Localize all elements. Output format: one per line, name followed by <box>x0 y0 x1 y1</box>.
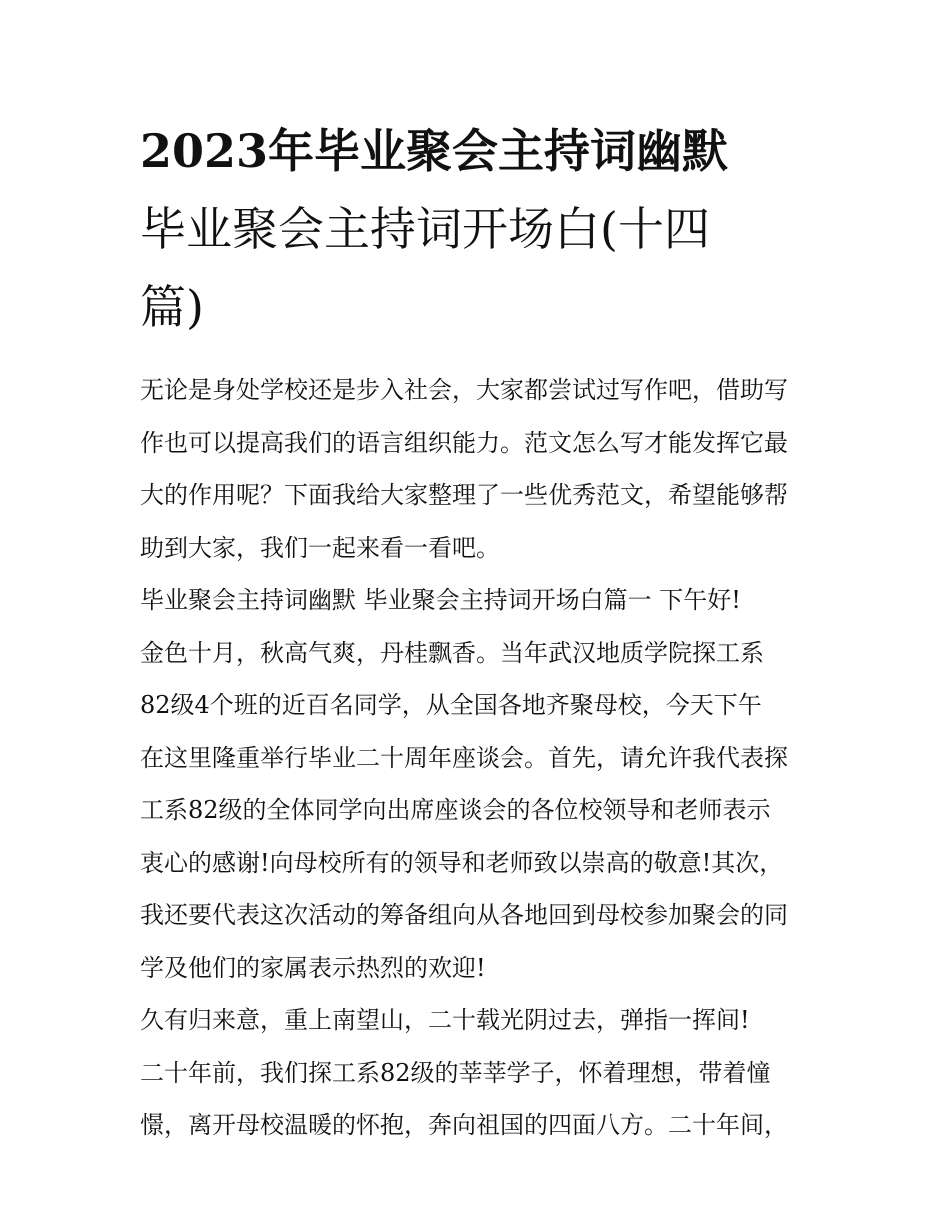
body-text-line: 憬，离开母校温暖的怀抱，奔向祖国的四面八方。二十年间， <box>140 1111 788 1139</box>
body-text-line: 大的作用呢？下面我给大家整理了一些优秀范文，希望能够帮 <box>140 481 788 509</box>
body-text-line: 作也可以提高我们的语言组织能力。范文怎么写才能发挥它最 <box>140 428 788 457</box>
title-line: 篇) <box>140 280 204 334</box>
body-text-line: 我还要代表这次活动的筹备组向从各地回到母校参加聚会的同 <box>140 901 788 929</box>
title-line: 2023年毕业聚会主持词幽默 <box>140 124 729 178</box>
body-text-line: 无论是身处学校还是步入社会，大家都尝试过写作吧，借助写 <box>140 376 788 404</box>
document-page <box>140 112 820 1152</box>
body-text-line: 衷心的感谢!向母校所有的领导和老师致以崇高的敬意!其次， <box>140 848 784 877</box>
body-text-line: 工系82级的全体同学向出席座谈会的各位校领导和老师表示 <box>140 796 771 824</box>
body-text-line: 82级4个班的近百名同学，从全国各地齐聚母校，今天下午 <box>140 691 762 719</box>
body-text-line: 助到大家，我们一起来看一看吧。 <box>140 533 500 562</box>
body-text-line: 学及他们的家属表示热烈的欢迎! <box>140 953 486 982</box>
body-text-line: 久有归来意，重上南望山，二十载光阴过去，弹指一挥间! <box>140 1006 750 1034</box>
document-body <box>140 364 820 1152</box>
body-text-line: 在这里隆重举行毕业二十周年座谈会。首先，请允许我代表探 <box>140 743 788 772</box>
body-text-line: 金色十月，秋高气爽，丹桂飘香。当年武汉地质学院探工系 <box>140 638 764 667</box>
document-title <box>140 112 820 346</box>
body-text-line: 二十年前，我们探工系82级的莘莘学子，怀着理想，带着憧 <box>140 1058 771 1087</box>
body-text-line: 毕业聚会主持词幽默 毕业聚会主持词开场白篇一 下午好! <box>140 586 741 614</box>
title-line: 毕业聚会主持词开场白(十四 <box>140 202 710 256</box>
